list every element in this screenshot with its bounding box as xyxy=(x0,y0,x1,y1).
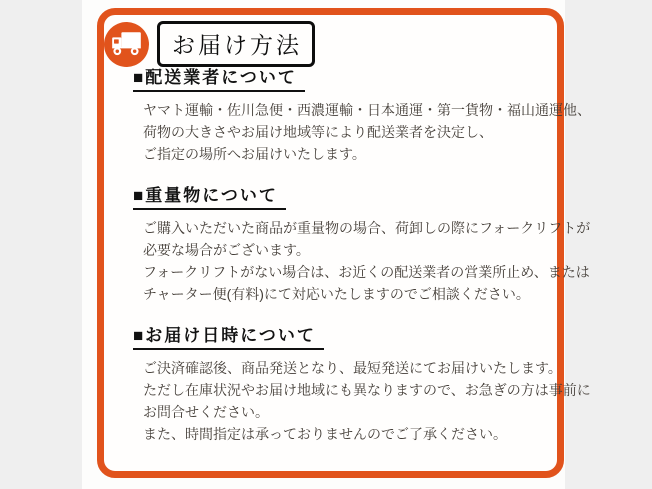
body-line: 荷物の大きさやお届け地域等により配送業者を決定し、 xyxy=(143,124,493,140)
section-delivery-schedule xyxy=(133,321,591,445)
body-line: また、時間指定は承っておりませんのでご了承ください。 xyxy=(143,426,507,442)
section-heading: ■配送業者について xyxy=(133,63,305,92)
truck-icon xyxy=(104,22,149,67)
section-heavy-items xyxy=(133,181,591,305)
section-heading: ■重量物について xyxy=(133,181,286,210)
page-title: お届け方法 xyxy=(157,21,315,67)
body-line: ご指定の場所へお届けいたします。 xyxy=(143,146,366,162)
section-carriers xyxy=(133,63,591,165)
section-body xyxy=(143,357,591,445)
section-body xyxy=(143,217,591,305)
delivery-sections xyxy=(133,63,591,461)
section-heading: ■お届け日時について xyxy=(133,321,324,350)
body-line: ご購入いただいた商品が重量物の場合、荷卸しの際にフォークリフトが xyxy=(143,220,591,236)
body-line: フォークリフトがない場合は、お近くの配送業者の営業所止め、または xyxy=(143,264,590,280)
body-line: ヤマト運輸・佐川急便・西濃運輸・日本通運・第一貨物・福山通運他、 xyxy=(143,102,591,118)
body-line: 必要な場合がございます。 xyxy=(143,242,310,258)
body-line: ご決済確認後、商品発送となり、最短発送にてお届けいたします。 xyxy=(143,360,562,376)
body-line: ただし在庫状況やお届け地域にも異なりますので、お急ぎの方は事前に xyxy=(143,382,591,398)
section-body xyxy=(143,99,591,165)
delivery-header xyxy=(104,21,315,67)
body-line: お問合せください。 xyxy=(143,404,269,420)
body-line: チャーター便(有料)にて対応いたしますのでご相談ください。 xyxy=(143,286,530,302)
